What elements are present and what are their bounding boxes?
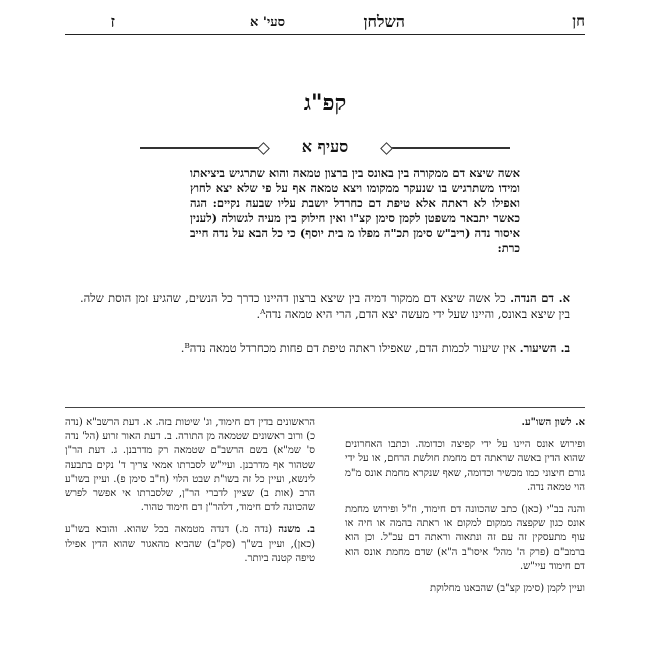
footnote-lead: א. לשון השו"ע.	[521, 417, 585, 428]
footnote-text: ועיין לקמן (סימן קצ"ב) שהבאנו מחלוקת	[429, 583, 585, 595]
footnote-text: ופירוש אונס היינו על ידי קפיצה וכדומה. וכתבו האחרונים שהוא הדין באשה שראתה דם מחמת חולשת הרחם, או על ידי גורם חיצוני כמו מכשיר וכדומה, שאף שנקרא מחמת אונס מ"מ הוי טמאה נדה.	[345, 439, 585, 493]
commentary-paragraph	[80, 290, 570, 322]
footnote-text: (נדה מ.) דנדה מטמאה בכל שהוא. והובא בשו"ע (כאן), ועיין בש"ך (סק"ב) שהביא מהאגור שהוא הדין אפילו טיפה קטנה ביותר.	[65, 524, 315, 564]
book-title: השלחן	[363, 12, 405, 31]
section-title: סעיף א	[301, 137, 349, 156]
page-letter: ז	[110, 12, 115, 31]
commentary-lead: א. דם הנדה.	[510, 291, 570, 305]
header-rule	[65, 34, 585, 35]
section-heading	[140, 137, 510, 159]
running-header	[65, 10, 585, 32]
footnote-lead: ב. משנה	[278, 524, 315, 536]
main-text	[190, 166, 520, 256]
ornament-left	[140, 147, 260, 149]
footnote	[65, 416, 315, 515]
commentary-lead: ב. השיעור.	[519, 341, 570, 355]
chapter-title: קפ"ג	[303, 90, 347, 116]
footnote	[345, 438, 585, 495]
footnote-text: והנה בב"י (כאן) כתב שהכוונה דם חימוד, וז"ל ופירוש מחמת אונס כגון שקפצה ממקום למקום או ראתה בהמה או חיה או עוף מתעסקין זה עם זה ונתאוה וראתה דם עכ"ל. וכן הוא ברמב"ם (פרק ה' מהל' איסו"ב ה"א) שדם מחמת אונס הוא דם חימוד עיי"ש.	[345, 504, 585, 572]
footnote	[345, 416, 585, 430]
footnote-divider	[65, 407, 585, 408]
page-number: חן	[572, 12, 585, 30]
footnote	[345, 582, 585, 596]
footnote-text: הראשונים בדין דם חימוד, וג' שיטות בזה. א. דעת הרשב"א (נדה כ) ורוב ראשונים שטמאה מן התורה. ב. דעת האור זרוע (הל' נדה ס' שמ"א) בשם הרשב"ם שטמאה רק מדרבנן. ג. דעת הר"ן שטהור אף מדרבנן. ועיי"ש לסברתו אמאי צריך ד' נקים בתבעה לינשא, ועיין כל זה בשו"ת שבט הלוי (ח"ב סימן פ). ועיין בשו"ע הרב (אות ב) שציין לדברי הר"ן, שלסברתו אי אפשר לפרש שהכוונה לדם חימוד, דלהר"ן דם חימוד טהור.	[65, 417, 315, 514]
footnote	[65, 523, 315, 566]
commentary-text: כל אשה שיצא דם ממקור דמיה בין שיצא ברצון דהיינו כדרך כל הנשים, שהגיע זמן הוסת שלה. בין שיצא באונס, והיינו שעל ידי מעשה יצא הדם, הרי היא טמאה נדהᴬ.	[80, 291, 570, 321]
commentary-paragraph	[80, 340, 570, 356]
footnotes-left-column	[65, 416, 315, 574]
section-reference: סעי' א	[249, 15, 285, 30]
commentary-text: אין שיעור לכמות הדם, שאפילו ראתה טיפת דם פחות מכחרדל טמאה נדהᴮ.	[180, 341, 520, 355]
footnotes-right-column	[345, 416, 585, 604]
commentary	[80, 290, 570, 374]
footnote	[345, 503, 585, 574]
main-paragraph: אשה שיצא דם ממקורה בין באונס בין ברצון טמאה והוא שתרגיש ביציאתו ומידו משתרגיש בו שנעקר ממקומו ויצא טמאה אף על פי שלא יצא לחוץ ואפילו לא ראתה אלא טיפת דם כחרדל יושבת עליו שבעה נקיים: הגה כאשר יתבאר משפטן לקמן סימן קצ"ו ואין חילוק בין מעיה לגשולה (לענין איסור נדה (ריב"ש סימן תכ"ה מפלו מ בית יוסף) כי כל הבא על נדה חייב כרת:	[190, 166, 520, 255]
